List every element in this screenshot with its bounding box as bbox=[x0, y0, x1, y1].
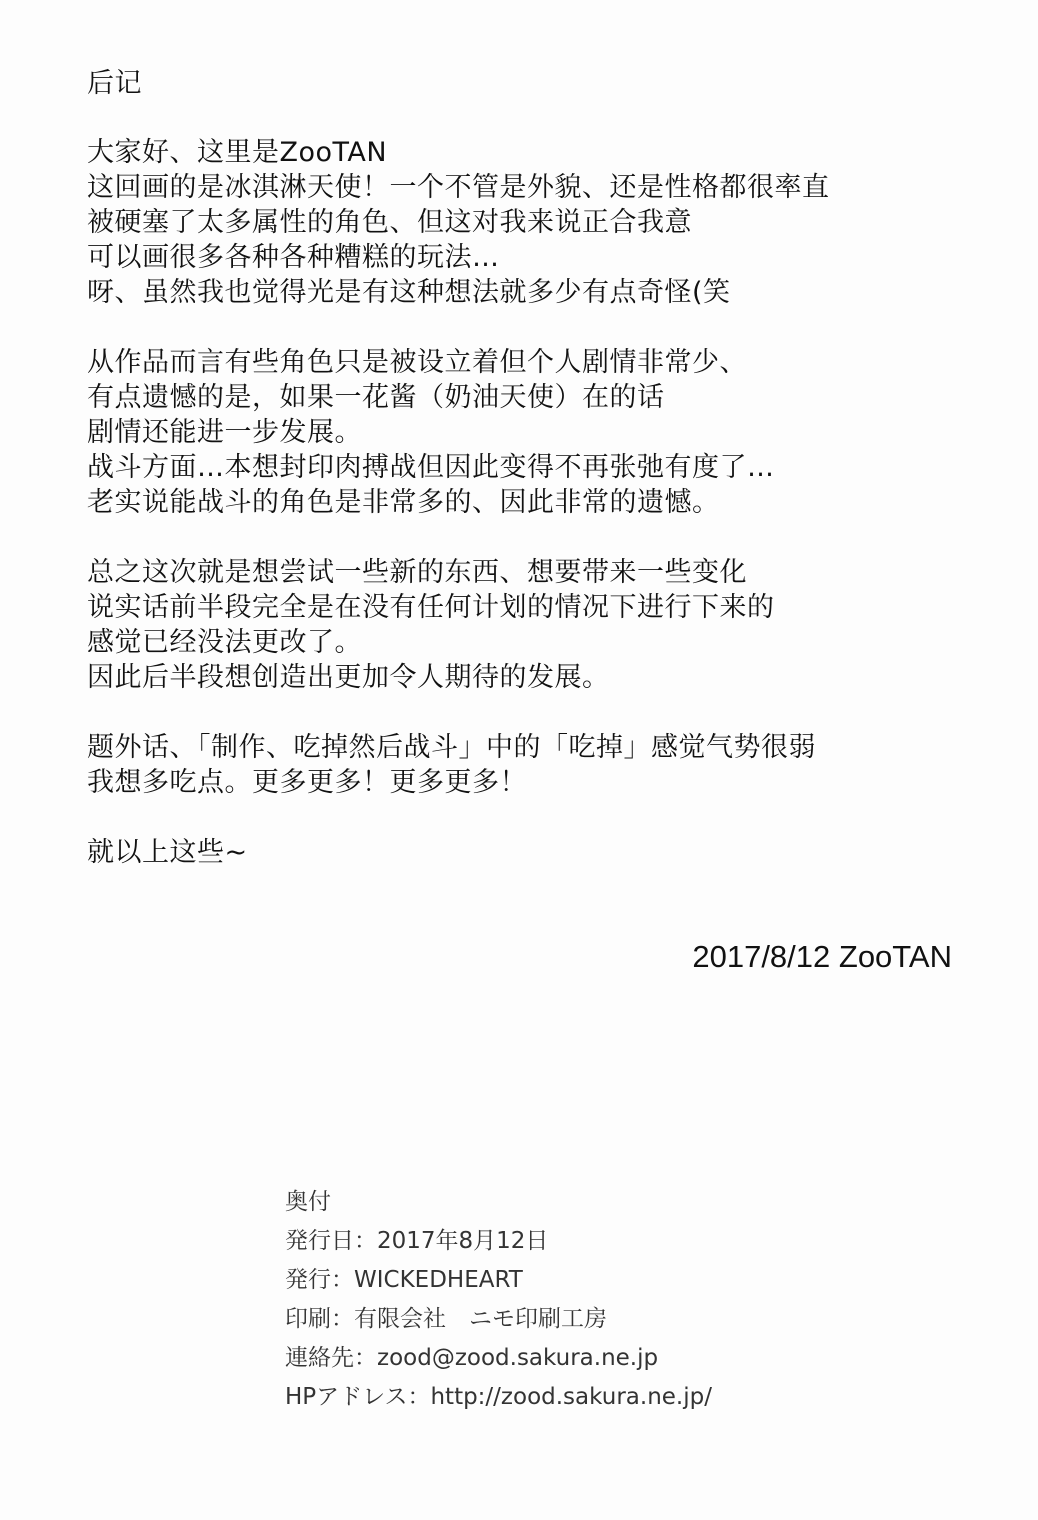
text-line: 感觉已经没法更改了。 bbox=[87, 627, 362, 658]
text-line: 剧情还能进一步发展。 bbox=[87, 417, 362, 448]
colophon-contact: 連絡先：zood@zood.sakura.ne.jp bbox=[285, 1345, 659, 1371]
colophon-issue-date: 発行日：2017年8月12日 bbox=[285, 1228, 549, 1254]
afterword-section bbox=[87, 66, 967, 905]
text-line: 大家好、这里是ZooTAN bbox=[87, 137, 388, 168]
text-line: 战斗方面…本想封印肉搏战但因此变得不再张弛有度了… bbox=[87, 452, 775, 483]
text-line: 被硬塞了太多属性的角色、但这对我来说正合我意 bbox=[87, 207, 692, 238]
colophon-section bbox=[285, 1183, 712, 1417]
text-line: 就以上这些~ bbox=[87, 837, 248, 868]
text-line: 这回画的是冰淇淋天使！一个不管是外貌、还是性格都很率直 bbox=[87, 172, 830, 203]
text-line: 老实说能战斗的角色是非常多的、因此非常的遗憾。 bbox=[87, 487, 720, 518]
text-line: 因此后半段想创造出更加令人期待的发展。 bbox=[87, 662, 610, 693]
text-line: 呀、虽然我也觉得光是有这种想法就多少有点奇怪(笑 bbox=[87, 277, 731, 308]
text-line: 总之这次就是想尝试一些新的东西、想要带来一些变化 bbox=[87, 557, 747, 588]
afterword-paragraph-4 bbox=[87, 730, 967, 800]
text-line: 我想多吃点。更多更多！更多更多！ bbox=[87, 767, 527, 798]
text-line: 说实话前半段完全是在没有任何计划的情况下进行下来的 bbox=[87, 592, 775, 623]
colophon-title: 奥付 bbox=[285, 1189, 331, 1215]
afterword-paragraph-1 bbox=[87, 135, 967, 310]
text-line: 题外话、「制作、吃掉然后战斗」中的「吃掉」感觉气势很弱 bbox=[87, 732, 816, 763]
afterword-heading: 后记 bbox=[87, 68, 142, 99]
afterword-paragraph-3 bbox=[87, 555, 967, 695]
text-line: 可以画很多各种各种糟糕的玩法… bbox=[87, 242, 500, 273]
colophon-publisher: 発行：WICKEDHEART bbox=[285, 1267, 523, 1293]
text-line: 从作品而言有些角色只是被设立着但个人剧情非常少、 bbox=[87, 347, 747, 378]
colophon-printer: 印刷：有限会社 ニモ印刷工房 bbox=[285, 1306, 607, 1332]
afterword-signature: 2017/8/12 ZooTAN bbox=[692, 939, 952, 974]
text-line: 有点遗憾的是，如果一花酱（奶油天使）在的话 bbox=[87, 382, 665, 413]
afterword-paragraph-2 bbox=[87, 345, 967, 520]
afterword-paragraph-5 bbox=[87, 835, 967, 870]
colophon-homepage: HPアドレス：http://zood.sakura.ne.jp/ bbox=[285, 1384, 712, 1410]
